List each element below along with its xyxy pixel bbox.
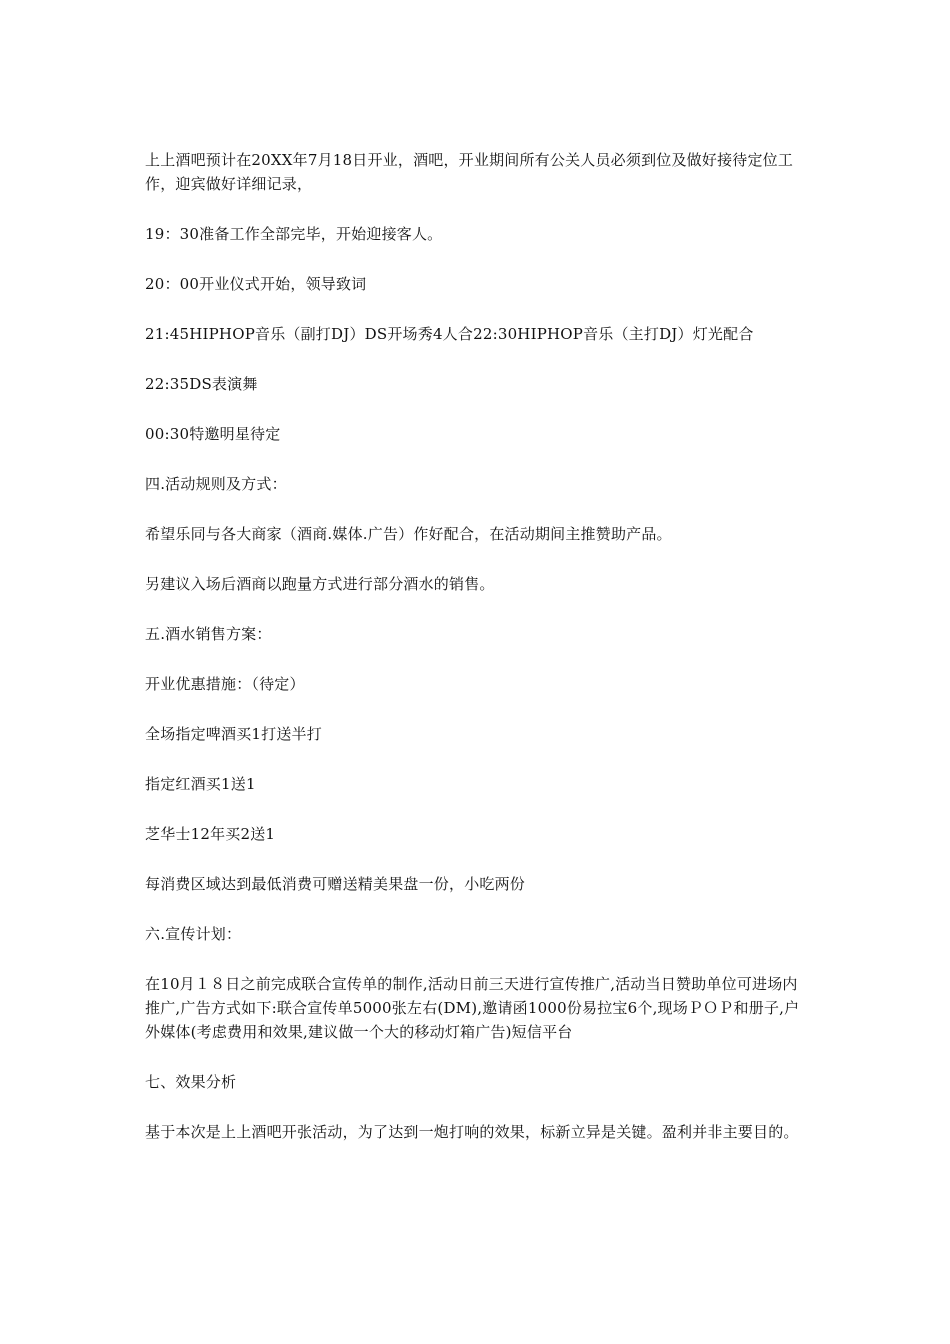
paragraph-offer-chivas: 芝华士12年买2送1 [145,825,276,843]
paragraph-opening-offers: 开业优惠措施：（待定） [145,675,305,693]
paragraph-schedule-2145: 21:45HIPHOP音乐（副打DJ）DS开场秀4人合22:30HIPHOP音乐（主打DJ）灯光配合 [145,325,754,343]
paragraph-schedule-1930: 19：30准备工作全部完毕，开始迎接客人。 [145,225,443,243]
paragraph-offer-red-wine: 指定红酒买1送1 [145,775,256,793]
paragraph-schedule-2235: 22:35DS表演舞 [145,375,258,393]
document-page [145,148,810,1170]
section-heading-promotion-plan: 六.宣传计划： [145,925,242,943]
section-heading-drink-sales: 五.酒水销售方案： [145,625,272,643]
paragraph-effect-analysis: 基于本次是上上酒吧开张活动，为了达到一炮打响的效果，标新立异是关键。盈利并非主要目的。 [145,1123,799,1141]
paragraph-sponsor-cooperation: 希望乐同与各大商家（酒商.媒体.广告）作好配合，在活动期间主推赞助产品。 [145,525,672,543]
paragraph-offer-beer: 全场指定啤酒买1打送半打 [145,725,322,743]
section-heading-effect-analysis: 七、效果分析 [145,1073,237,1091]
paragraph-schedule-2000: 20：00开业仪式开始，领导致词 [145,275,367,293]
paragraph-wine-sales-suggestion: 另建议入场后酒商以跑量方式进行部分酒水的销售。 [145,575,495,593]
section-heading-activity-rules: 四.活动规则及方式： [145,475,287,493]
paragraph-opening-plan: 上上酒吧预计在20XX年7月18日开业，酒吧，开业期间所有公关人员必须到位及做好接待定位工作，迎宾做好详细记录， [145,151,794,193]
paragraph-offer-min-spend: 每消费区域达到最低消费可赠送精美果盘一份，小吃两份 [145,875,526,893]
paragraph-promotion-details: 在10月１８日之前完成联合宣传单的制作,活动日前三天进行宣传推广,活动当日赞助单位可进场内推广,广告方式如下:联合宣传单5000张左右(DM),邀请函1000份易拉宝6个,现场ＰＯＰ和册子,户外媒体(考虑费用和效果,建议做一个大的移动灯箱广告)短信平台 [145,975,800,1041]
paragraph-schedule-0030: 00:30特邀明星待定 [145,425,281,443]
